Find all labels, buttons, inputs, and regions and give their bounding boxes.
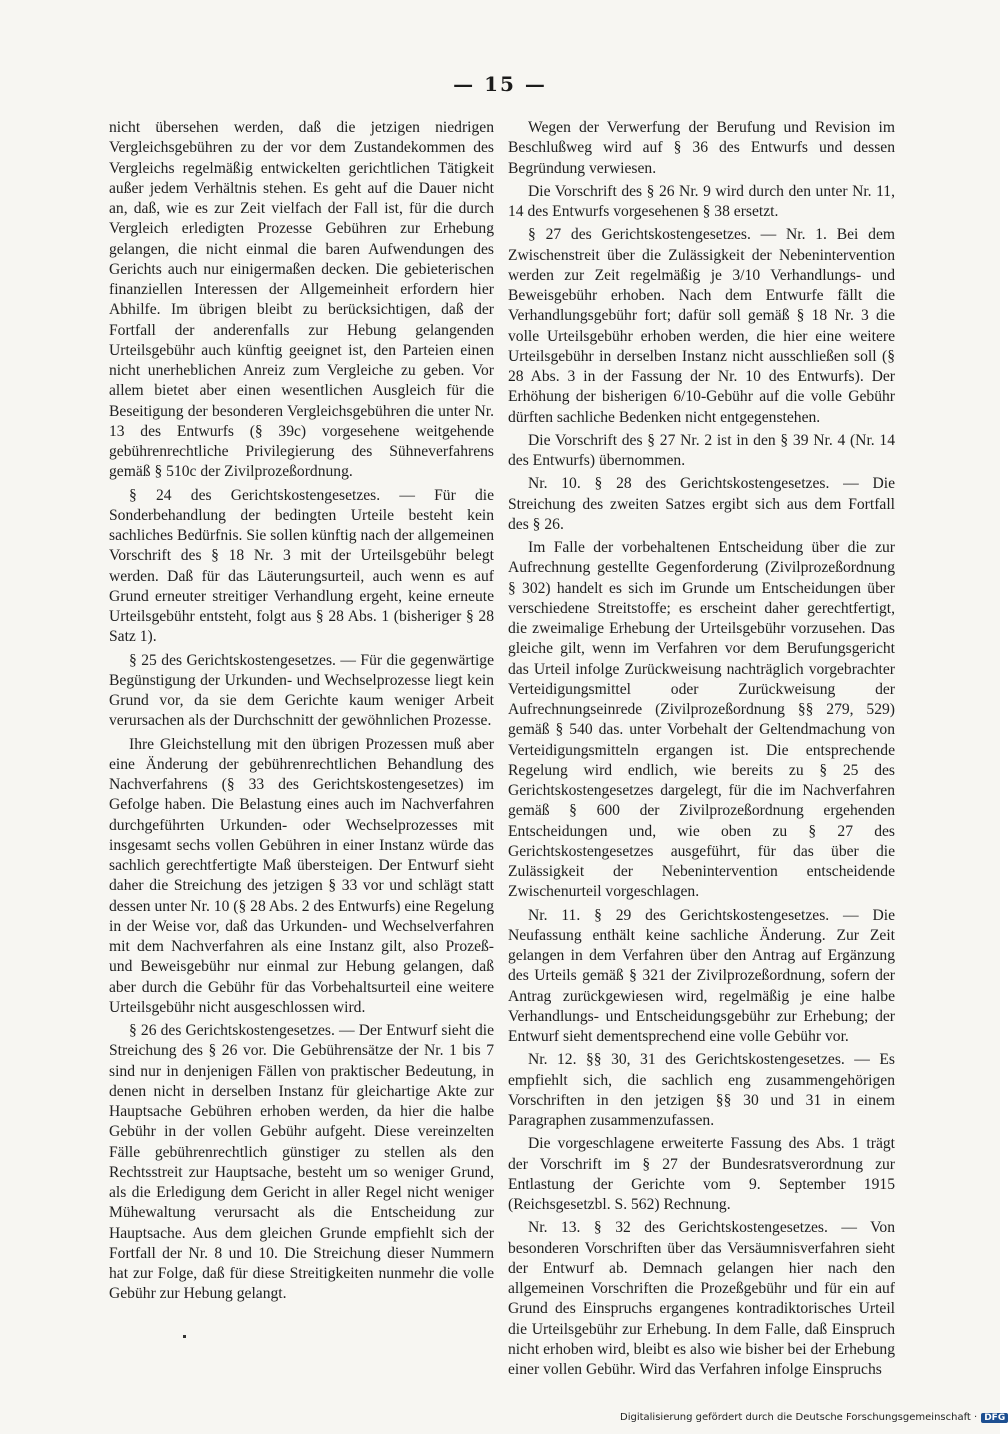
dfg-logo-icon: DFG [981, 1413, 1008, 1423]
footer-text: Digitalisierung gefördert durch die Deutsche Forschungsgemeinschaft · [620, 1412, 978, 1423]
paragraph: Nr. 10. § 28 des Gerichtskostengesetzes. — Die Streichung des zweiten Satzes ergibt sich aus dem Fortfall des § 26. [508, 475, 895, 533]
paragraph: Die vorgeschlagene erweiterte Fassung des Abs. 1 trägt der Vorschrift im § 27 der Bundesratsverordnung zur Entlastung der Gerichte vom 9. September 1915 (Reichsgesetzbl. S. 562) Rechnung. [508, 1135, 895, 1213]
ink-dot [183, 1335, 186, 1338]
paragraph: § 24 des Gerichtskostengesetzes. — Für die Sonderbehandlung der bedingten Urteile besteht kein sachliches Bedürfnis. Sie sollen künftig nach der allgemeinen Vorschrift des § 18 Nr. 3 mit der Urteilsgebühr belegt werden. Daß für das Läuterungsurteil, auch wenn es auf Grund erneuter streitiger Verhandlung ergeht, keine erneute Urteilsgebühr entsteht, folgt aus § 28 Abs. 1 (bisheriger § 28 Satz 1). [109, 486, 494, 646]
paragraph: Ihre Gleichstellung mit den übrigen Prozessen muß aber eine Änderung der gebührenrechtlichen Behandlung des Nachverfahrens (§ 33 des Gerichtskostengesetzes) im Gefolge haben. Die Belastung eines auch im Nachverfahren durchgeführten Urkunden- oder Wechselprozesses mit insgesamt sechs vollen Gebühren in einer Instanz würde das sachlich gerechtfertigte Maß übersteigen. Der Entwurf sieht daher die Streichung des jetzigen § 33 vor und schlägt statt dessen unter Nr. 10 (§ 28 Abs. 2 des Entwurfs) eine Regelung in der Weise vor, daß das Urkunden- und Wechselverfahren mit dem Nachverfahren als eine Instanz gilt, also Prozeß- und Beweisgebühr nur einmal zur Hebung gelangen, daß aber durch die Gebühr für das Vorbehaltsurteil eine weitere Urteilsgebühr nicht ausgeschlossen wird. [109, 735, 495, 1016]
paragraph: nicht übersehen werden, daß die jetzigen niedrigen Vergleichsgebühren zu der vor dem Zustandekommen des Vergleichs regelmäßig entwickelten gerichtlichen Tätigkeit außer jedem Verhältnis stehen. Es geht auf die Dauer nicht an, daß, wie es zur Zeit vielfach der Fall ist, für die durch Vergleich erledigten Prozesse Gebühren zur Erhebung gelangen, die nicht einmal die baren Aufwendungen des Gerichts auch nur einigermaßen decken. Die gebieterischen finanziellen Interessen der Allgemeinheit erfordern hier Abhilfe. Im übrigen bleibt zu berücksichtigen, daß der Fortfall der anderenfalls zur Hebung gelangenden Urteilsgebühr auch künftig geeignet ist, den Parteien einen nicht unerheblichen Anreiz zum Vergleiche zu geben. Vor allem bietet aber einen wesentlichen Ausgleich für die Beseitigung der besonderen Vergleichsgebühren die unter Nr. 13 des Entwurfs (§ 39c) vorgesehene weitgehende gebührenrechtliche Privilegierung des Sühneverfahrens gemäß § 510c der Zivilprozeßordnung. [109, 119, 494, 481]
paragraph: Nr. 12. §§ 30, 31 des Gerichtskostengesetzes. — Es empfiehlt sich, die sachlich eng zusammengehörigen Vorschriften in den jetzigen §§ 30 und 31 in einem Paragraphen zusammenzufassen. [508, 1051, 895, 1129]
paragraph: Die Vorschrift des § 27 Nr. 2 ist in den § 39 Nr. 4 (Nr. 14 des Entwurfs) übernommen. [508, 431, 895, 469]
paragraph: Wegen der Verwerfung der Berufung und Revision im Beschlußweg wird auf § 36 des Entwurfs und dessen Begründung verwiesen. [508, 119, 895, 177]
paragraph: Nr. 13. § 32 des Gerichtskostengesetzes. — Von besonderen Vorschriften über das Versäumnisverfahren sieht der Entwurf ab. Demnach gelangen hier nach den allgemeinen Vorschriften die Prozeßgebühr und für ein auf Grund des Einspruchs ergangenes kontradiktorisches Urteil die Urteilsgebühr zur Erhebung. In dem Falle, daß Einspruch nicht erhoben wird, bleibt es also wie bisher bei der Erhebung einer vollen Gebühr. Wird das Verfahren infolge Einspruchs [508, 1219, 895, 1378]
paragraph: § 26 des Gerichtskostengesetzes. — Der Entwurf sieht die Streichung des § 26 vor. Die Gebührensätze der Nr. 1 bis 7 sind nur in denjenigen Fällen von praktischer Bedeutung, in denen nicht in derselben Instanz für gleichartige Akte zur Hauptsache Gebühren erhoben werden, da hier die halbe Gebühr in der vollen Gebühr aufgeht. Diese vereinzelten Fälle gebührenrechtlich günstiger zu stellen als den Rechtsstreit zur Hauptsache, besteht um so weniger Grund, als die Erledigung dem Gericht in aller Regel nicht weniger Mühewaltung verursacht als die Entscheidung zur Hauptsache. Aus dem gleichen Grunde empfiehlt sich der Fortfall der Nr. 8 und 10. Die Streichung dieser Nummern hat zur Folge, daß für diese Streitigkeiten nunmehr die volle Gebühr zur Hebung gelangt. [109, 1022, 494, 1303]
paragraph: Im Falle der vorbehaltenen Entscheidung über die zur Aufrechnung gestellte Gegenforderung (Zivilprozeßordnung § 302) handelt es sich im Grunde um Entscheidungen über verschiedene Streitstoffe; es erscheint daher gerechtfertigt, die zweimalige Erhebung der Urteilsgebühr vorzusehen. Das gleiche gilt, wenn im Verfahren vor dem Berufungsgericht das Urteil infolge Zurückweisung nachträglich vorgebrachter Verteidigungsmittel oder Zurückweisung der Aufrechnungseinrede (Zivilprozeßordnung §§ 279, 529) gemäß § 540 das. unter Vorbehalt der Geltendmachung von Verteidigungsmitteln ergangen ist. Die entsprechende Regelung wird endlich, wie bereits zu § 25 des Gerichtskostengesetzes dargelegt, für die im Nachverfahren gemäß § 600 der Zivilprozeßordnung ergehenden Entscheidungen und, wie oben zu § 27 des Gerichtskostengesetzes ausgeführt, für das über die Zulässigkeit der Nebenintervention entscheidende Zwischenurteil vorgeschlagen. [508, 539, 895, 901]
page-number: — 15 — [453, 72, 547, 96]
footer-credit [620, 1412, 1006, 1423]
right-column [508, 118, 895, 1383]
left-column [109, 118, 494, 1308]
paragraph: § 27 des Gerichtskostengesetzes. — Nr. 1. Bei dem Zwischenstreit über die Zulässigkeit der Nebenintervention werden zur Zeit regelmäßig je 3/10 Verhandlungs- und Beweisgebühr erhoben. Nach dem Entwurfe fällt die Verhandlungsgebühr fort; dafür soll gemäß § 18 Nr. 3 die volle Urteilsgebühr erhoben werden, die hier eine weitere Urteilsgebühr in derselben Instanz nicht ausschließen soll (§ 28 Abs. 3 in der Fassung der Nr. 10 des Entwurfs). Der Erhöhung der bisherigen 6/10-Gebühr auf die volle Gebühr dürften sachliche Bedenken nicht entgegenstehen. [508, 226, 895, 426]
paragraph: Nr. 11. § 29 des Gerichtskostengesetzes. — Die Neufassung enthält keine sachliche Änderung. Zur Zeit gelangen in dem Verfahren über den Antrag auf Ergänzung des Urteils gemäß § 321 der Zivilprozeßordnung, sofern der Antrag zurückgewiesen wird, regelmäßig je eine halbe Verhandlungs- und Entscheidungsgebühr zur Erhebung; der Entwurf sieht dementsprechend eine volle Gebühr vor. [508, 906, 895, 1045]
paragraph: § 25 des Gerichtskostengesetzes. — Für die gegenwärtige Begünstigung der Urkunden- und Wechselprozesse liegt kein Grund vor, da sie dem Gerichte kaum weniger Arbeit verursachen als der Durchschnitt der gewöhnlichen Prozesse. [109, 651, 494, 730]
paragraph: Die Vorschrift des § 26 Nr. 9 wird durch den unter Nr. 11, 14 des Entwurfs vorgesehenen § 38 ersetzt. [508, 182, 895, 220]
